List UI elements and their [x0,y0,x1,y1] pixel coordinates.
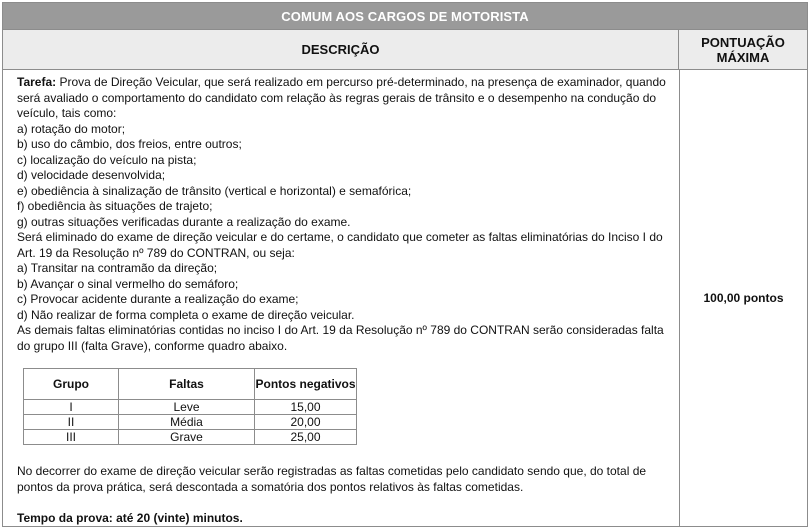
cell-grupo: I [24,400,119,415]
faltas-table [23,368,357,445]
criteria-table [2,2,808,527]
eliminatoria-item: d) Não realizar de forma completa o exame de direção veicular. [17,307,355,322]
cell-pontos: 15,00 [255,400,357,415]
criterio-item: f) obediência às situações de trajeto; [17,199,213,213]
header-descricao: DESCRIÇÃO [3,30,679,70]
section-banner: COMUM AOS CARGOS DE MOTORISTA [3,3,807,29]
eliminatoria-item: b) Avançar o sinal vermelho do semáforo; [17,276,239,291]
cell-falta: Leve [119,400,255,415]
decorrer-paragraph: No decorrer do exame de direção veicular serão registradas as faltas cometidas pelo candidato sendo que, do total de pontos da prova prática, será descontada a somatória dos pontos relativos às faltas cometidas. [17,464,647,494]
table-row [24,400,357,415]
cell-grupo: III [24,430,119,445]
col-pontos: Pontos negativos [255,369,357,400]
header-pontuacao: PONTUAÇÃO MÁXIMA [679,30,807,70]
max-score: 100,00 pontos [703,291,784,305]
col-faltas: Faltas [119,369,255,400]
col-grupo: Grupo [24,369,119,400]
table-row [24,415,357,430]
cell-falta: Grave [119,430,255,445]
criterio-item: e) obediência à sinalização de trânsito (vertical e horizontal) e semafórica; [17,183,412,198]
cell-pontos: 20,00 [255,415,357,430]
criterio-item: a) rotação do motor; [17,121,126,136]
criterio-item: g) outras situações verificadas durante a realização do exame. [17,214,351,229]
tarefa-intro: Prova de Direção Veicular, que será realizado em percurso pré-determinado, na presença de examinador, quando será avaliado o comportamento do candidato com relação às regras gerais de trânsito e o desempenho na condução do veículo, tais como: [17,75,666,120]
cell-falta: Média [119,415,255,430]
cell-grupo: II [24,415,119,430]
cell-pontos: 25,00 [255,430,357,445]
criterio-item: b) uso do câmbio, dos freios, entre outros; [17,137,242,151]
criterio-item: c) localização do veículo na pista; [17,152,197,167]
eliminatoria-item: a) Transitar na contramão da direção; [17,261,218,275]
demais-paragraph: As demais faltas eliminatórias contidas no inciso I do Art. 19 da Resolução nº 789 do CONTRAN serão consideradas falta do grupo III (falta Grave), conforme quadro abaixo. [17,323,664,353]
eliminatoria-item: c) Provocar acidente durante a realização do exame; [17,292,299,306]
table-row [24,430,357,445]
tarefa-paragraph [17,75,677,122]
eliminacao-intro: Será eliminado do exame de direção veicular e do certame, o candidato que cometer as faltas eliminatórias do Inciso I do Art. 19 da Resolução nº 789 do CONTRAN, ou seja: [17,230,663,260]
tarefa-label: Tarefa: [17,75,57,89]
tempo-prova: Tempo da prova: até 20 (vinte) minutos. [17,511,243,525]
criterio-item: d) velocidade desenvolvida; [17,168,166,182]
faltas-header-row [24,369,357,400]
description-text [17,75,677,354]
